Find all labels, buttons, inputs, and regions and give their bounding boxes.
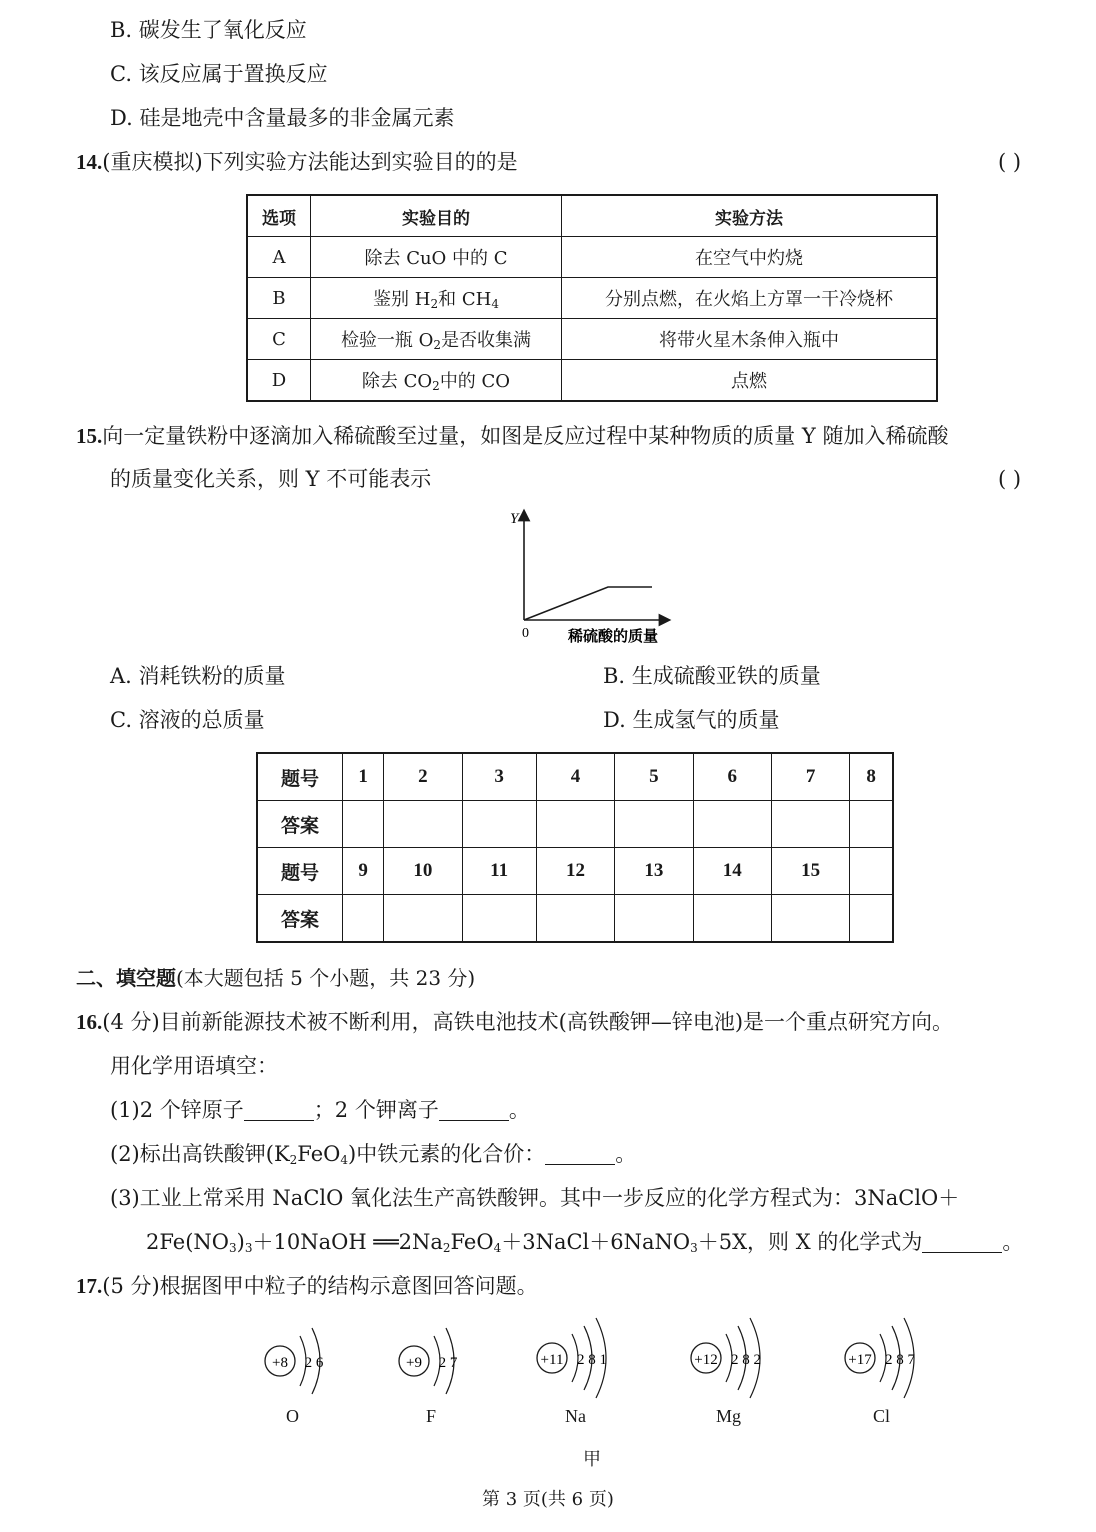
q16-blank-zinc-atoms[interactable] [244,1098,314,1121]
answer-cell[interactable] [615,801,693,848]
q16-part1-end: 。 [508,1098,530,1122]
q16-part3-line2 [146,1228,1023,1256]
q14-row-c-method: 将带火星木条伸入瓶中 [562,319,938,360]
q14-row-d-method: 点燃 [562,360,938,402]
answer-cell[interactable] [693,801,771,848]
answer-cell[interactable] [771,895,849,943]
answer-table-qnum: 9 [343,848,384,895]
table-row [257,753,893,801]
equation-text: ) [236,1230,245,1254]
q16-blank-formula-x[interactable] [922,1230,1002,1253]
section-2-heading [76,964,475,992]
answer-table-qnum [850,848,893,895]
origin-label: 0 [522,626,529,641]
q16-part2-text-a: (2)标出高铁酸钾(K [110,1142,290,1166]
answer-table-qnum: 12 [536,848,614,895]
answer-cell[interactable] [462,801,536,848]
q14-text: (重庆模拟)下列实验方法能达到实验目的的是 [102,150,518,174]
answer-cell[interactable] [850,801,893,848]
answer-cell[interactable] [343,895,384,943]
answer-table-qnum: 11 [462,848,536,895]
q15-line1: 向一定量铁粉中逐滴加入稀硫酸至过量，如图是反应过程中某种物质的质量 Y 随加入稀硫酸 [102,424,949,448]
q16-line1: (4 分)目前新能源技术被不断利用，高铁电池技术(高铁酸钾—锌电池)是一个重点研究方向。 [102,1010,954,1034]
subscript: 4 [493,1241,502,1255]
answer-table-qnum: 1 [343,753,384,801]
table-row [257,848,893,895]
q15-stem-line1 [76,422,948,450]
electron-shells: 2 8 7 [885,1352,915,1368]
answer-cell[interactable] [693,895,771,943]
atom-label-F: F [426,1406,437,1426]
q16-part2-text-c: )中铁元素的化合价： [348,1142,546,1166]
y-axis-label: Y [510,511,519,527]
q16-blank-potassium-ions[interactable] [439,1098,509,1121]
q14-row-b-method: 分别点燃，在火焰上方罩一干冷烧杯 [562,278,938,319]
q14-row-c-option: C [247,319,311,360]
q17-number: 17. [76,1274,103,1298]
q14-stem [76,148,518,176]
table-row [247,237,937,278]
q15-option-c: C. 溶液的总质量 [110,708,265,732]
answer-table-qnum: 13 [615,848,693,895]
x-axis-label: 稀硫酸的质量 [568,627,659,645]
answer-table-answer-head: 答案 [257,895,343,943]
q14-row-b-option: B [247,278,311,319]
answer-cell[interactable] [771,801,849,848]
q16-part1-text-b: ；2 个钾离子 [313,1098,439,1122]
atom-structure-Mg [691,1318,761,1398]
q14-row-c-purpose: 检验一瓶 $O_2$是否收集满 [311,319,562,360]
answer-table-qnum: 5 [615,753,693,801]
q16-part1 [110,1096,530,1124]
q15-answer-paren: ( ) [998,467,1022,491]
atom-label-Cl: Cl [873,1406,891,1426]
nucleus-charge: +17 [848,1352,872,1368]
q14-row-a-method: 在空气中灼烧 [562,237,938,278]
answer-cell[interactable] [536,801,614,848]
q16-part2 [110,1140,636,1168]
q16-part2-end: 。 [615,1142,637,1166]
equation-text: ＋5X，则 X 的化学式为 [697,1230,923,1254]
q14-row-b-purpose: 鉴别 $H_2$和 $CH_4$ [311,278,562,319]
answer-table-qnum: 15 [771,848,849,895]
q16-part3-end: 。 [1002,1230,1024,1254]
answer-table-qnum: 2 [384,753,462,801]
subscript: 3 [690,1241,698,1255]
equation-text: ＋3NaCl＋6NaNO [501,1230,691,1254]
equation-text: ＋10NaOH ══2Na [252,1230,443,1254]
atom-label-Mg: Mg [716,1406,742,1426]
answer-table-qnum: 4 [536,753,614,801]
atom-label-O: O [286,1406,299,1426]
q13-option-c: C. 该反应属于置换反应 [110,62,328,86]
section-2-title: 二、填空题 [76,966,176,990]
table-row [257,801,893,848]
answer-cell[interactable] [343,801,384,848]
nucleus-charge: +12 [694,1352,718,1368]
subscript: 3 [244,1241,253,1255]
subscript: 4 [340,1153,348,1167]
q15-option-d: D. 生成氢气的质量 [603,708,780,732]
q14-header-purpose: 实验目的 [311,195,562,237]
q16-part3-line1: (3)工业上常采用 NaClO 氧化法生产高铁酸钾。其中一步反应的化学方程式为：3NaClO＋ [110,1186,960,1210]
q14-header-method: 实验方法 [562,195,938,237]
electron-shells: 2 8 1 [577,1352,607,1368]
page-footer: 第 3 页(共 6 页) [482,1489,614,1510]
answer-table-qnum: 6 [693,753,771,801]
q14-row-d-purpose: 除去 $CO_2$中的 CO [311,360,562,402]
q14-row-d-option: D [247,360,311,402]
atom-structure-Cl [845,1318,916,1398]
answer-cell[interactable] [615,895,693,943]
q14-answer-paren: ( ) [998,150,1022,174]
q15-stem-line2: 的质量变化关系，则 Y 不可能表示 [110,467,432,491]
q15-option-a: A. 消耗铁粉的质量 [110,664,286,688]
atom-diagrams [250,1312,950,1402]
nucleus-charge: +11 [540,1352,564,1368]
q17-stem [76,1272,538,1300]
table-row [257,895,893,943]
section-2-note: (本大题包括 5 个小题，共 23 分) [176,966,476,990]
q13-option-d: D. 硅是地壳中含量最多的非金属元素 [110,106,455,130]
q14-table [246,194,938,402]
subscript: 2 [442,1241,451,1255]
table-row [247,360,937,402]
q15-number: 15. [76,424,103,448]
answer-table-qnum: 8 [850,753,893,801]
answer-table-qnum-head: 题号 [257,848,343,895]
equation-text: 2Fe(NO [146,1230,229,1254]
answer-cell[interactable] [536,895,614,943]
q16-part1-text-a: (1)2 个锌原子 [110,1098,244,1122]
q14-row-a-option: A [247,237,311,278]
answer-cell[interactable] [384,801,462,848]
table-row [247,319,937,360]
atom-structure-O [265,1328,324,1394]
answer-cell[interactable] [850,895,893,943]
atom-structure-F [399,1328,458,1394]
q16-part2-text-b: FeO [297,1142,341,1166]
answer-cell[interactable] [462,895,536,943]
answer-table-answer-head: 答案 [257,801,343,848]
q15-option-b: B. 生成硫酸亚铁的质量 [603,664,821,688]
answer-table-qnum-head: 题号 [257,753,343,801]
q14-row-a-purpose: 除去 CuO 中的 C [311,237,562,278]
answer-cell[interactable] [384,895,462,943]
q14-header-option: 选项 [247,195,311,237]
answer-table-qnum: 10 [384,848,462,895]
subscript: 2 [289,1153,298,1167]
q16-stem-line1 [76,1008,953,1036]
atom-structure-Na [537,1318,607,1398]
table-row [247,278,937,319]
q16-number: 16. [76,1010,103,1034]
answer-table-qnum: 7 [771,753,849,801]
nucleus-charge: +9 [406,1355,422,1371]
answer-table-qnum: 3 [462,753,536,801]
q17-text: (5 分)根据图甲中粒子的结构示意图回答问题。 [102,1274,538,1298]
q15-graph [500,505,700,650]
q14-number: 14. [76,150,103,174]
q16-stem-line2: 用化学用语填空： [110,1054,278,1078]
answer-table [256,752,894,943]
nucleus-charge: +8 [272,1355,288,1371]
electron-shells: 2 8 2 [731,1352,761,1368]
atom-label-Na: Na [565,1406,586,1426]
answer-table-qnum: 14 [693,848,771,895]
electron-shells: 2 6 [304,1355,324,1371]
equation-text: FeO [450,1230,494,1254]
q13-option-b: B. 碳发生了氧化反应 [110,18,307,42]
subscript: 3 [229,1241,237,1255]
graph-curve [524,587,652,620]
q16-blank-valence[interactable] [545,1142,615,1165]
figure-caption: 甲 [583,1449,601,1470]
electron-shells: 2 7 [438,1355,458,1371]
